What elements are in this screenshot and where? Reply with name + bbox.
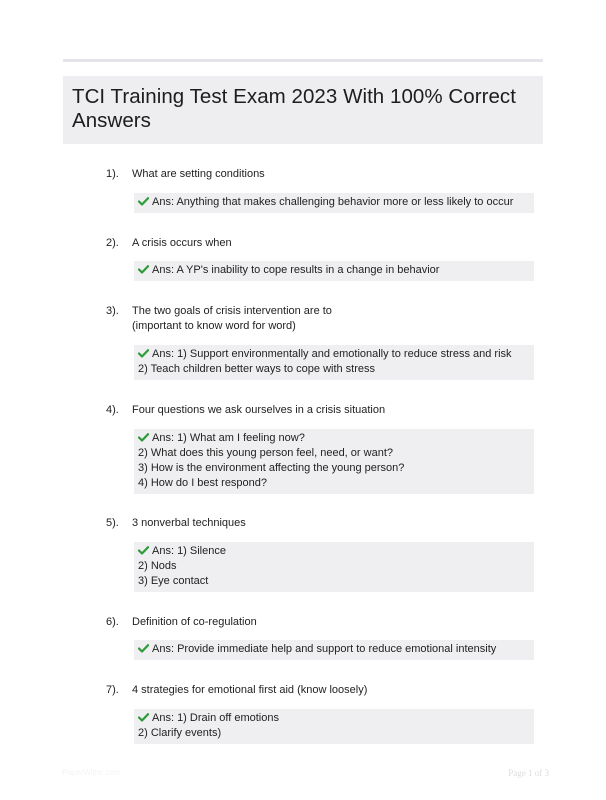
answer-text: Ans: 1) Drain off emotions <box>152 712 279 724</box>
question-text: A crisis occurs when <box>132 237 232 249</box>
answer-text: Ans: 1) What am I feeling now? <box>152 432 305 444</box>
answer-box <box>134 193 534 213</box>
answer-text: Ans: 1) Support environmentally and emotionally to reduce stress and risk <box>152 348 512 360</box>
answer-box <box>134 542 534 592</box>
checkmark-icon <box>138 349 149 358</box>
question-text: 4 strategies for emotional first aid (know loosely) <box>132 684 368 696</box>
answer-box <box>134 261 534 281</box>
watermark: PaperWithc.com <box>62 768 121 777</box>
answer-line <box>138 544 530 559</box>
question-text: What are setting conditions <box>132 168 265 180</box>
question-text: Definition of co-regulation <box>132 616 257 628</box>
question-number: 3). <box>106 305 119 317</box>
checkmark-icon <box>138 644 149 653</box>
answer-box <box>134 345 534 380</box>
answer-text: Ans: Anything that makes challenging behavior more or less likely to occur <box>152 196 514 208</box>
answer-line <box>138 431 530 446</box>
answer-line: 3) How is the environment affecting the young person? <box>138 462 405 474</box>
answer-line <box>138 642 530 657</box>
answer-box <box>134 709 534 744</box>
title-box <box>63 76 543 144</box>
question-number: 5). <box>106 517 119 529</box>
question-number: 4). <box>106 404 119 416</box>
document-title: TCI Training Test Exam 2023 With 100% Correct Answers <box>72 85 516 132</box>
page-number: Page 1 of 3 <box>508 768 549 778</box>
answer-line: 4) How do I best respond? <box>138 477 268 489</box>
question-text: 3 nonverbal techniques <box>132 517 246 529</box>
checkmark-icon <box>138 713 149 722</box>
question-text: The two goals of crisis intervention are to (important to know word for word) <box>132 305 332 332</box>
answer-text: Ans: A YP's inability to cope results in a change in behavior <box>152 264 440 276</box>
answer-line: 2) Nods <box>138 560 177 572</box>
answer-line: 3) Eye contact <box>138 575 209 587</box>
top-rule <box>63 59 543 62</box>
checkmark-icon <box>138 546 149 555</box>
answer-line <box>138 263 530 278</box>
answer-box <box>134 429 534 494</box>
answer-line <box>138 195 530 210</box>
answer-line: 2) What does this young person feel, need, or want? <box>138 447 393 459</box>
question-text: Four questions we ask ourselves in a crisis situation <box>132 404 386 416</box>
answer-text: Ans: Provide immediate help and support to reduce emotional intensity <box>152 643 497 655</box>
checkmark-icon <box>138 197 149 206</box>
answer-line <box>138 347 530 362</box>
answer-line: 2) Clarify events) <box>138 727 222 739</box>
question-number: 6). <box>106 616 119 628</box>
question-number: 7). <box>106 684 119 696</box>
answer-text: Ans: 1) Silence <box>152 545 226 557</box>
question-number: 2). <box>106 237 119 249</box>
answer-box <box>134 640 534 660</box>
question-number: 1). <box>106 168 119 180</box>
checkmark-icon <box>138 433 149 442</box>
answer-line: 2) Teach children better ways to cope with stress <box>138 363 376 375</box>
checkmark-icon <box>138 265 149 274</box>
answer-line <box>138 711 530 726</box>
